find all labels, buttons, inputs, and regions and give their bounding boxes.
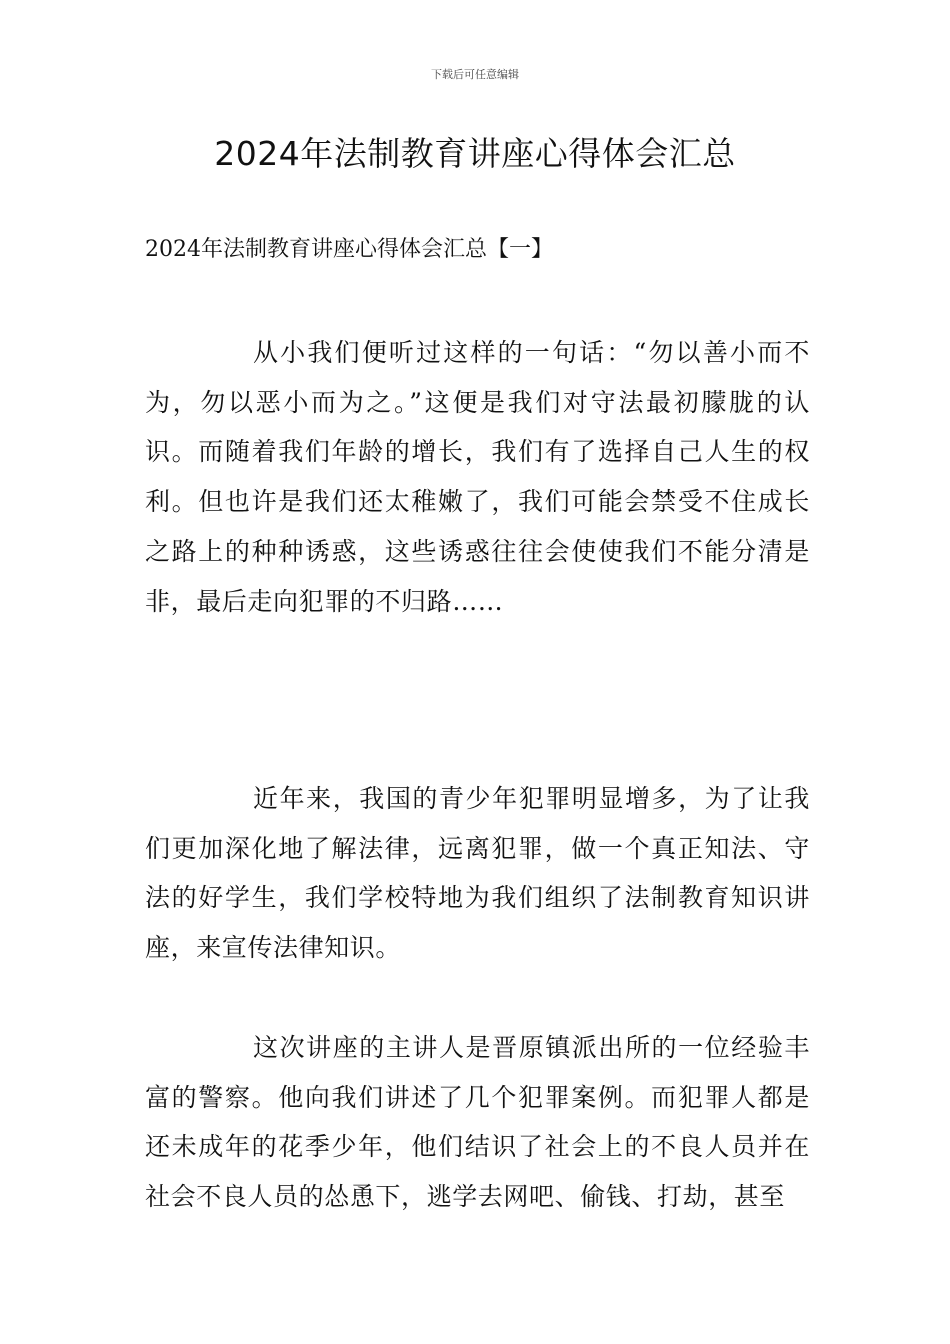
header-note: 下载后可任意编辑 <box>431 68 519 81</box>
paragraph-3: 这次讲座的主讲人是晋原镇派出所的一位经验丰富的警察。他向我们讲述了几个犯罪案例。而犯罪人都是还未成年的花季少年，他们结识了社会上的不良人员并在社会不良人员的怂恿下，逃学去网吧、偷钱、打劫，甚至 <box>145 1033 810 1212</box>
paragraph-1: 从小我们便听过这样的一句话：“勿以善小而不为，勿以恶小而为之。”这便是我们对守法最初朦胧的认识。而随着我们年龄的增长，我们有了选择自己人生的权利。但也许是我们还太稚嫩了，我们可能会禁受不住成长之路上的种种诱惑，这些诱惑往往会使使我们不能分清是非，最后走向犯罪的不归路…… <box>145 338 810 616</box>
paragraph-2: 近年来，我国的青少年犯罪明显增多，为了让我们更加深化地了解法律，远离犯罪，做一个真正知法、守法的好学生，我们学校特地为我们组织了法制教育知识讲座，来宣传法律知识。 <box>145 784 810 963</box>
document-title: 2024年法制教育讲座心得体会汇总 <box>214 134 736 173</box>
section-heading: 2024年法制教育讲座心得体会汇总【一】 <box>145 237 553 262</box>
